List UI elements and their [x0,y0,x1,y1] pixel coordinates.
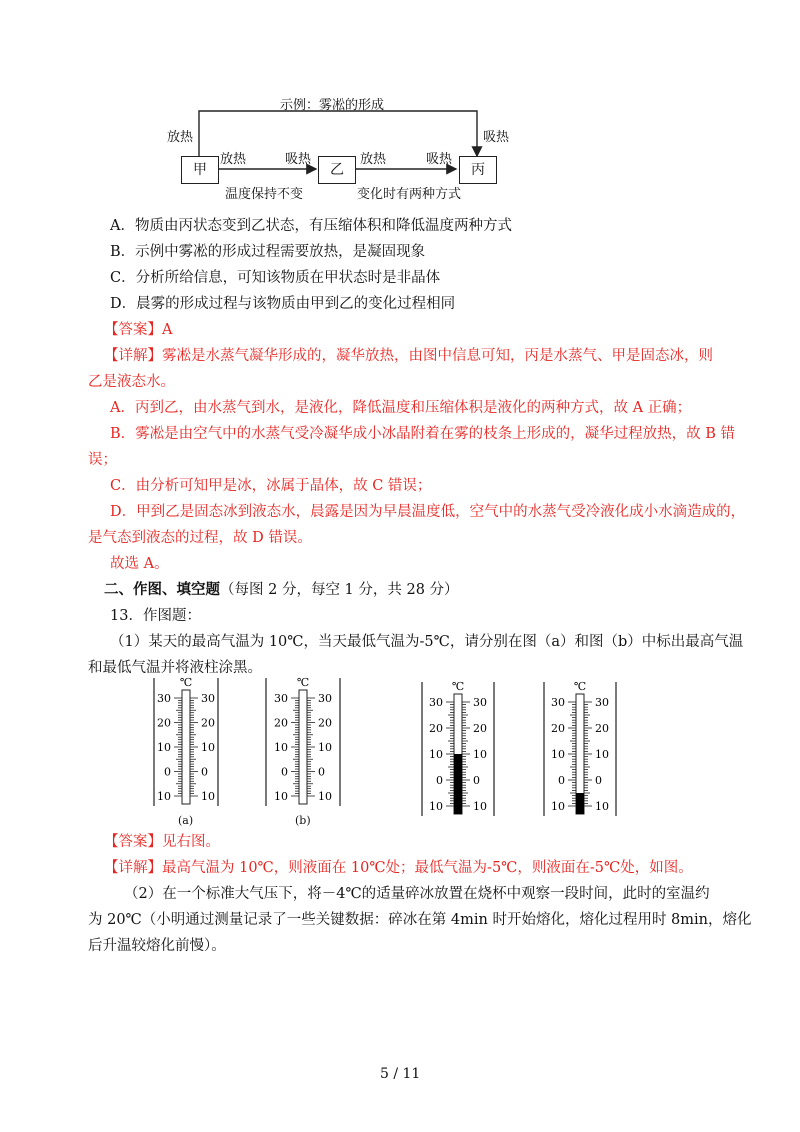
tick-label: 20 [318,716,332,730]
detail-1-final: 故选 A。 [110,556,169,572]
tick-label: 10 [595,748,609,761]
tick-label: 10 [551,800,565,813]
tick-label: 10 [274,790,288,803]
q13-title: 13．作图题： [110,608,201,624]
box-jia: 甲 [181,156,219,184]
tick-label: 0 [281,765,288,779]
q13-2-line2: 为 20℃（小明通过测量记录了一些关键数据：碎冰在第 4min 时开始熔化，熔化过程用时 8min，熔化 [88,912,752,928]
arrow1-right-label: 吸热 [285,152,312,167]
tick-label: 20 [551,722,565,735]
left-side-label: 放热 [167,130,194,145]
q13-2-line1: （2）在一个标准大气压下，将－4℃的适量碎冰放置在烧杯中观察一段时间，此时的室温约 [124,886,710,902]
tick-label: 30 [318,692,332,705]
thermometer-answer-low [540,676,620,822]
tick-label: 0 [473,774,480,787]
thermometer-a [150,672,222,812]
box-bing: 丙 [459,156,497,184]
unit-label: ℃ [296,676,310,689]
detail-1-b1: B．雾凇是由空气中的水蒸气受冷凝华成小冰晶附着在雾的枝条上形成的，凝华过程放热，故 B 错 [110,426,736,442]
below-right-label: 变化时有两种方式 [357,187,462,202]
q13-p1-line2: 和最低气温并将液柱涂黑。 [88,660,262,676]
q13-p1-line1: （1）某天的最高气温为 10℃，当天最低气温为-5℃，请分别在图（a）和图（b）中标出最高气温 [110,634,744,650]
detail-1-b2: 误； [88,452,117,468]
unit-label: ℃ [573,680,587,693]
tick-label: 0 [318,765,325,779]
below-left-label: 温度保持不变 [225,187,304,202]
detail-1-c: C．由分析可知甲是冰，冰属于晶体，故 C 错误； [110,478,432,494]
tick-label: 10 [473,800,487,813]
liquid-column [454,754,462,814]
answer-1: 【答案】A [104,322,173,338]
detail-1-line2: 乙是液态水。 [88,374,175,390]
option-b: B．示例中雾凇的形成过程需要放热，是凝固现象 [110,244,426,260]
tick-label: 10 [201,741,215,754]
tick-label: 10 [595,800,609,813]
tick-label: 30 [274,692,288,705]
tick-label: 30 [201,692,215,705]
tick-label: 0 [164,765,171,779]
tick-label: 20 [157,716,171,730]
right-side-label: 吸热 [483,130,510,145]
tick-label: 20 [201,716,215,730]
tick-label: 30 [429,696,443,709]
section-2-header [104,580,459,600]
detail-1-d2: 是气态到液态的过程，故 D 错误。 [88,530,312,546]
tick-label: 10 [318,741,332,754]
tick-label: 0 [201,765,208,779]
thermometer-answer-high [418,676,498,822]
tick-label: 0 [595,774,602,787]
tick-label: 30 [595,696,609,709]
diagram-top-label: 示例：雾凇的形成 [280,98,385,113]
thermometer-b [262,672,344,812]
tick-label: 10 [318,790,332,803]
tick-label: 10 [429,800,443,813]
tick-label: 20 [595,722,609,735]
tick-label: 0 [436,774,443,787]
section-2-heading: 二、作图、填空题 [104,581,220,598]
detail-1-a: A．丙到乙，由水蒸气到水，是液化，降低温度和压缩体积是液化的两种方式，故 A 正确； [110,400,692,416]
tick-label: 20 [473,722,487,735]
detail-2: 【详解】最高气温为 10℃，则液面在 10℃处；最低气温为-5℃，则液面在-5℃处，如图。 [104,860,693,876]
tick-label: 30 [551,696,565,709]
tick-label: 10 [274,741,288,754]
tick-label: 10 [473,748,487,761]
tick-label: 20 [429,722,443,735]
tick-label: 10 [551,748,565,761]
option-d: D．晨雾的形成过程与该物质由甲到乙的变化过程相同 [110,296,456,312]
option-a: A．物质由丙状态变到乙状态，有压缩体积和降低温度两种方式 [110,218,512,234]
unit-label: ℃ [451,680,465,693]
unit-label: ℃ [179,676,193,689]
q13-2-line3: 后升温较熔化前慢）。 [88,938,226,954]
tick-label: 10 [429,748,443,761]
tick-label: 10 [157,741,171,754]
tick-label: 10 [201,790,215,803]
caption-a: (a) [178,814,194,827]
arrow1-left-label: 放热 [220,152,247,167]
liquid-column [576,793,584,814]
arrow2-right-label: 吸热 [426,152,453,167]
detail-1-line1: 【详解】雾凇是水蒸气凝华形成的，凝华放热，由图中信息可知，丙是水蒸气、甲是固态冰，则 [104,348,713,364]
box-yi: 乙 [318,156,356,184]
page-number: 5 / 11 [380,1066,421,1082]
tick-label: 30 [157,692,171,705]
detail-1-d1: D．甲到乙是固态冰到液态水，晨露是因为早晨温度低，空气中的水蒸气受冷液化成小水滴造成的， [110,504,746,520]
tick-label: 20 [274,716,288,730]
answer-2: 【答案】见右图。 [104,834,220,850]
tick-label: 30 [473,696,487,709]
section-2-note: （每图 2 分，每空 1 分，共 28 分） [220,582,459,598]
arrow2-left-label: 放热 [360,152,387,167]
tick-label: 10 [157,790,171,803]
tick-label: 0 [558,774,565,787]
caption-b: (b) [295,814,311,827]
option-c: C．分析所给信息，可知该物质在甲状态时是非晶体 [110,270,441,286]
